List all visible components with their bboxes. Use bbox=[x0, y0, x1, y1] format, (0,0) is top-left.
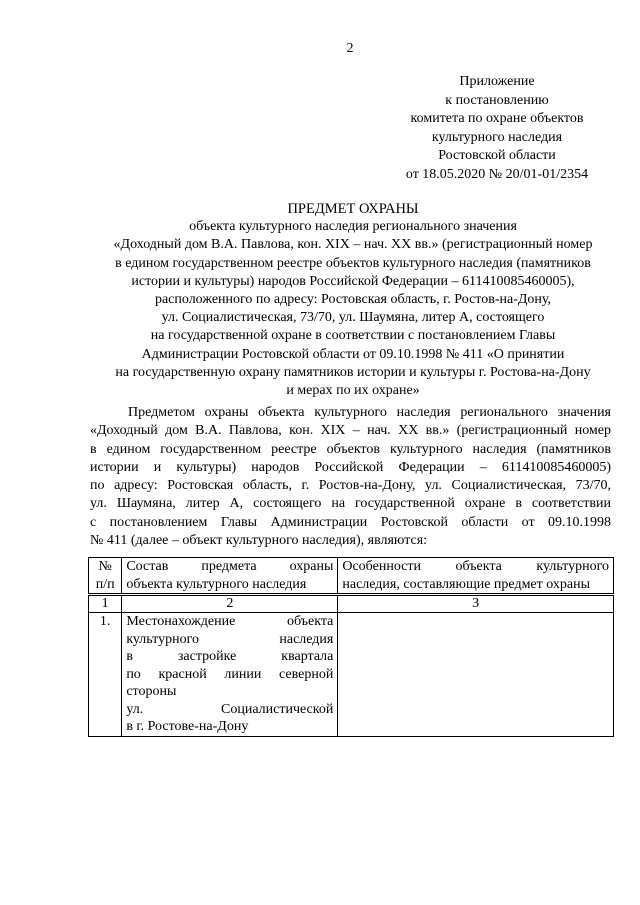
composition-line: Местонахождение объекта bbox=[126, 614, 334, 629]
protection-subject-table bbox=[88, 557, 614, 737]
paragraph-line: истории и культуры) народов Российской Федерации – 611410085460005) bbox=[90, 459, 611, 475]
table-row bbox=[89, 613, 614, 737]
title-line: объекта культурного наследия регионального значения bbox=[189, 219, 517, 235]
appendix-line: Ростовской области bbox=[438, 148, 556, 163]
paragraph-line: ул. Шаумяна, литер А, состоящего на государственной охране в соответствии bbox=[90, 496, 611, 512]
header-text: Состав предмета охраны bbox=[126, 559, 334, 574]
features-cell bbox=[338, 613, 614, 737]
appendix-line: к постановлению bbox=[445, 92, 549, 108]
body-paragraph bbox=[90, 404, 611, 550]
composition-line: по красной линии северной bbox=[126, 666, 334, 682]
paragraph-line: с постановлением Главы Администрации Ростовской области от 09.10.1998 bbox=[90, 514, 611, 530]
appendix-line: комитета по охране объектов bbox=[410, 111, 584, 126]
title-line: и мерах по их охране» bbox=[286, 383, 420, 399]
header-text: Особенности объекта культурного bbox=[342, 559, 609, 574]
header-features-cell bbox=[338, 558, 614, 595]
composition-line: в застройке квартала bbox=[126, 649, 334, 664]
header-text: № bbox=[98, 559, 112, 574]
header-number-cell bbox=[89, 558, 122, 595]
title-line: на государственную охрану памятников истории и культуры г. Ростова-на-Дону bbox=[115, 364, 591, 380]
page-number: 2 bbox=[346, 41, 354, 56]
composition-line: культурного наследия bbox=[126, 631, 334, 647]
row-number: 1. bbox=[89, 613, 122, 737]
paragraph-line: № 411 (далее – объект культурного наследия), являются: bbox=[90, 533, 428, 549]
column-number-row bbox=[89, 595, 614, 613]
composition-cell bbox=[122, 613, 338, 737]
header-text: п/п bbox=[95, 576, 115, 592]
composition-line: стороны bbox=[126, 684, 177, 699]
composition-line: ул. Социалистической bbox=[126, 701, 334, 717]
title-line: истории и культуры) народов Российской Федерации – 611410085460005), bbox=[131, 273, 575, 289]
appendix-block bbox=[382, 73, 612, 184]
header-text: объекта культурного наследия bbox=[126, 576, 307, 592]
paragraph-line: Предметом охраны объекта культурного наследия регионального значения bbox=[128, 405, 611, 420]
column-number: 3 bbox=[338, 595, 614, 613]
appendix-line: от 18.05.2020 № 20/01-01/2354 bbox=[405, 166, 589, 182]
title-line: расположенного по адресу: Ростовская область, г. Ростов-на-Дону, bbox=[154, 292, 552, 308]
appendix-line: культурного наследия bbox=[431, 129, 563, 145]
column-number: 1 bbox=[89, 595, 122, 613]
appendix-line: Приложение bbox=[459, 74, 535, 89]
title-block bbox=[88, 200, 618, 400]
title-line: Администрации Ростовской области от 09.10.1998 № 411 «О принятии bbox=[141, 346, 565, 362]
title-line: «Доходный дом В.А. Павлова, кон. XIX – нач. XX вв.» (регистрационный номер bbox=[113, 237, 593, 253]
title-line: на государственной охране в соответствии с постановлением Главы bbox=[150, 328, 556, 344]
paragraph-line: в едином государственном реестре объектов культурного наследия (памятников bbox=[90, 441, 611, 457]
paragraph-line: по адресу: Ростовская область, г. Ростов-на-Дону, ул. Социалистическая, 73/70, bbox=[90, 478, 611, 494]
document-title: ПРЕДМЕТ ОХРАНЫ bbox=[287, 201, 419, 217]
title-line: в едином государственном реестре объектов культурного наследия (памятников bbox=[115, 255, 591, 271]
header-text: наследия, составляющие предмет охраны bbox=[342, 576, 591, 592]
paragraph-line: «Доходный дом В.А. Павлова, кон. XIX – нач. XX вв.» (регистрационный номер bbox=[90, 423, 611, 439]
composition-line: в г. Ростове-на-Дону bbox=[126, 719, 249, 734]
header-composition-cell bbox=[122, 558, 338, 595]
column-number: 2 bbox=[122, 595, 338, 613]
table-header-row bbox=[89, 558, 614, 595]
title-line: ул. Социалистическая, 73/70, ул. Шаумяна, литер А, состоящего bbox=[161, 310, 545, 326]
